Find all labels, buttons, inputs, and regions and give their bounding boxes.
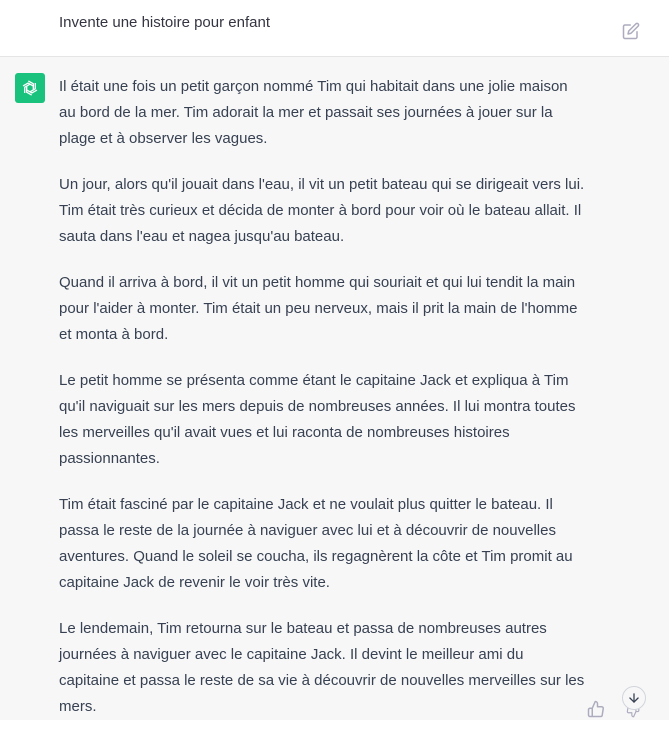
answer-line: pour l'aider à monter. Tim était un peu nerveux, mais il prit la main de l'homme xyxy=(59,300,578,317)
arrow-down-icon xyxy=(627,691,641,705)
answer-paragraph xyxy=(59,616,599,720)
answer-line: Le petit homme se présenta comme étant le capitaine Jack et expliqua à Tim xyxy=(59,372,569,389)
user-message-row xyxy=(0,0,669,57)
answer-line: les merveilles qu'il avait vues et lui raconta de nombreuses histoires xyxy=(59,424,510,441)
answer-line: aventures. Quand le soleil se coucha, ils regagnèrent la côte et Tim promit au xyxy=(59,548,573,565)
answer-line: et monta à bord. xyxy=(59,326,169,343)
answer-paragraph xyxy=(59,492,599,596)
answer-line: qu'il naviguait sur les mers depuis de nombreuses années. Il lui montra toutes xyxy=(59,398,576,415)
answer-line: Le lendemain, Tim retourna sur le bateau et passa de nombreuses autres xyxy=(59,620,547,637)
thumbs-up-button[interactable] xyxy=(587,700,605,718)
answer-line: capitaine et passa le reste de sa vie à découvrir de nouvelles merveilles sur les xyxy=(59,672,585,689)
answer-line: au bord de la mer. Tim adorait la mer et passait ses journées à jouer sur la xyxy=(59,104,553,121)
openai-logo-icon xyxy=(20,78,40,98)
thumbs-up-icon xyxy=(587,700,605,718)
user-message-text: Invente une histoire pour enfant xyxy=(59,14,270,31)
assistant-message-row xyxy=(0,57,669,720)
answer-paragraph xyxy=(59,172,599,250)
answer-line: Il était une fois un petit garçon nommé Tim qui habitait dans une jolie maison xyxy=(59,78,568,95)
answer-line: Tim était fasciné par le capitaine Jack et ne voulait plus quitter le bateau. Il xyxy=(59,496,553,513)
edit-message-button[interactable] xyxy=(622,22,640,40)
answer-paragraph xyxy=(59,368,599,472)
answer-line: Tim était très curieux et décida de monter à bord pour voir où le bateau allait. Il xyxy=(59,202,582,219)
answer-line: passa le reste de la journée à naviguer avec lui et à découvrir de nouvelles xyxy=(59,522,556,539)
answer-line: Quand il arriva à bord, il vit un petit homme qui souriait et qui lui tendit la main xyxy=(59,274,576,291)
answer-line: mers. xyxy=(59,698,97,715)
answer-paragraph xyxy=(59,74,599,152)
answer-line: Un jour, alors qu'il jouait dans l'eau, il vit un petit bateau qui se dirigeait vers lui. xyxy=(59,176,585,193)
answer-paragraph xyxy=(59,270,599,348)
answer-line: journées à naviguer avec le capitaine Jack. Il devint le meilleur ami du xyxy=(59,646,524,663)
answer-line: capitaine Jack de revenir le voir très vite. xyxy=(59,574,330,591)
assistant-answer xyxy=(59,74,599,740)
scroll-to-bottom-button[interactable] xyxy=(622,686,646,710)
answer-line: passionnantes. xyxy=(59,450,160,467)
assistant-avatar xyxy=(15,73,45,103)
answer-line: plage et à observer les vagues. xyxy=(59,130,268,147)
answer-line: sauta dans l'eau et nagea jusqu'au bateau. xyxy=(59,228,345,245)
edit-icon xyxy=(622,22,640,40)
